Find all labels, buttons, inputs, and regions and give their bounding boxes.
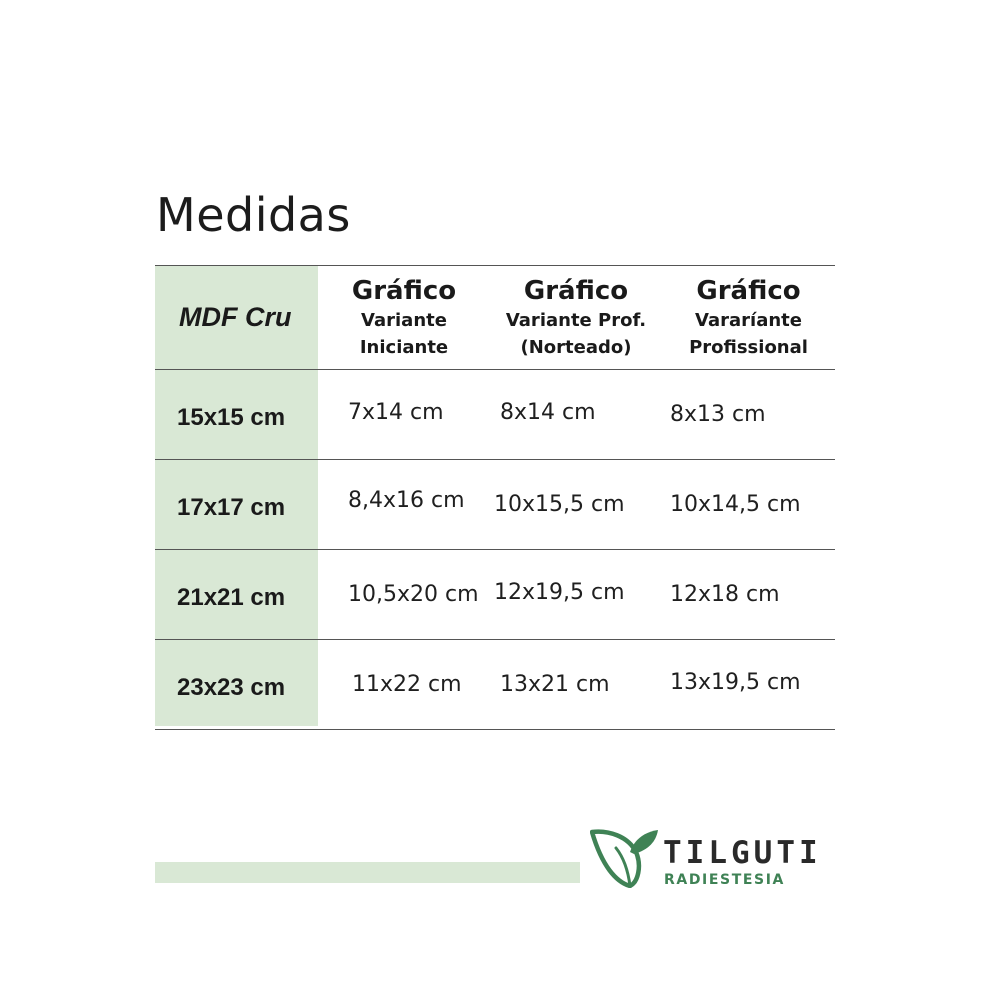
footer-accent-bar [155, 862, 580, 883]
column-subtitle: Profissional [689, 336, 808, 358]
table-cell: 8x14 cm [500, 400, 596, 425]
row-label: 23x23 cm [177, 673, 286, 701]
column-subtitle: Variante [361, 309, 447, 331]
column-subtitle: Iniciante [359, 336, 449, 358]
table-cell: 7x14 cm [348, 400, 444, 425]
table-cell: 11x22 cm [352, 672, 462, 697]
row-label: 17x17 cm [177, 493, 286, 521]
table-cell: 8,4x16 cm [348, 488, 465, 513]
column-header-norteado [490, 266, 662, 369]
column-title: Gráfico [696, 275, 801, 306]
column-title: Gráfico [523, 275, 629, 306]
column-subtitle: (Norteado) [520, 336, 632, 358]
leaf-sprout-icon [590, 826, 660, 888]
column-subtitle: Vararíante [695, 309, 802, 331]
table-cell: 13x19,5 cm [670, 670, 801, 695]
corner-cell [155, 266, 318, 369]
table-cell: 13x21 cm [500, 672, 610, 697]
table-header-row [155, 265, 835, 370]
table-cell: 10,5x20 cm [348, 582, 479, 607]
column-header-profissional [662, 266, 835, 369]
measurements-table [155, 265, 835, 730]
table-cell: 10x15,5 cm [494, 492, 625, 517]
table-row [155, 550, 835, 640]
table-row [155, 370, 835, 460]
page-title: Medidas [156, 188, 351, 242]
brand-tagline: RADIESTESIA [664, 872, 785, 888]
brand-name: TILGUTI [663, 835, 822, 871]
table-cell: 8x13 cm [670, 402, 766, 427]
table-row [155, 460, 835, 550]
table-cell: 12x19,5 cm [494, 580, 625, 605]
table-row [155, 640, 835, 730]
row-label: 21x21 cm [177, 583, 286, 611]
column-subtitle: Variante Prof. [505, 309, 647, 331]
row-label: 15x15 cm [177, 403, 286, 431]
table-cell: 10x14,5 cm [670, 492, 801, 517]
column-header-iniciante [318, 266, 490, 369]
column-title: Gráfico [351, 275, 457, 306]
table-cell: 12x18 cm [670, 582, 780, 607]
corner-label: MDF Cru [179, 302, 292, 332]
